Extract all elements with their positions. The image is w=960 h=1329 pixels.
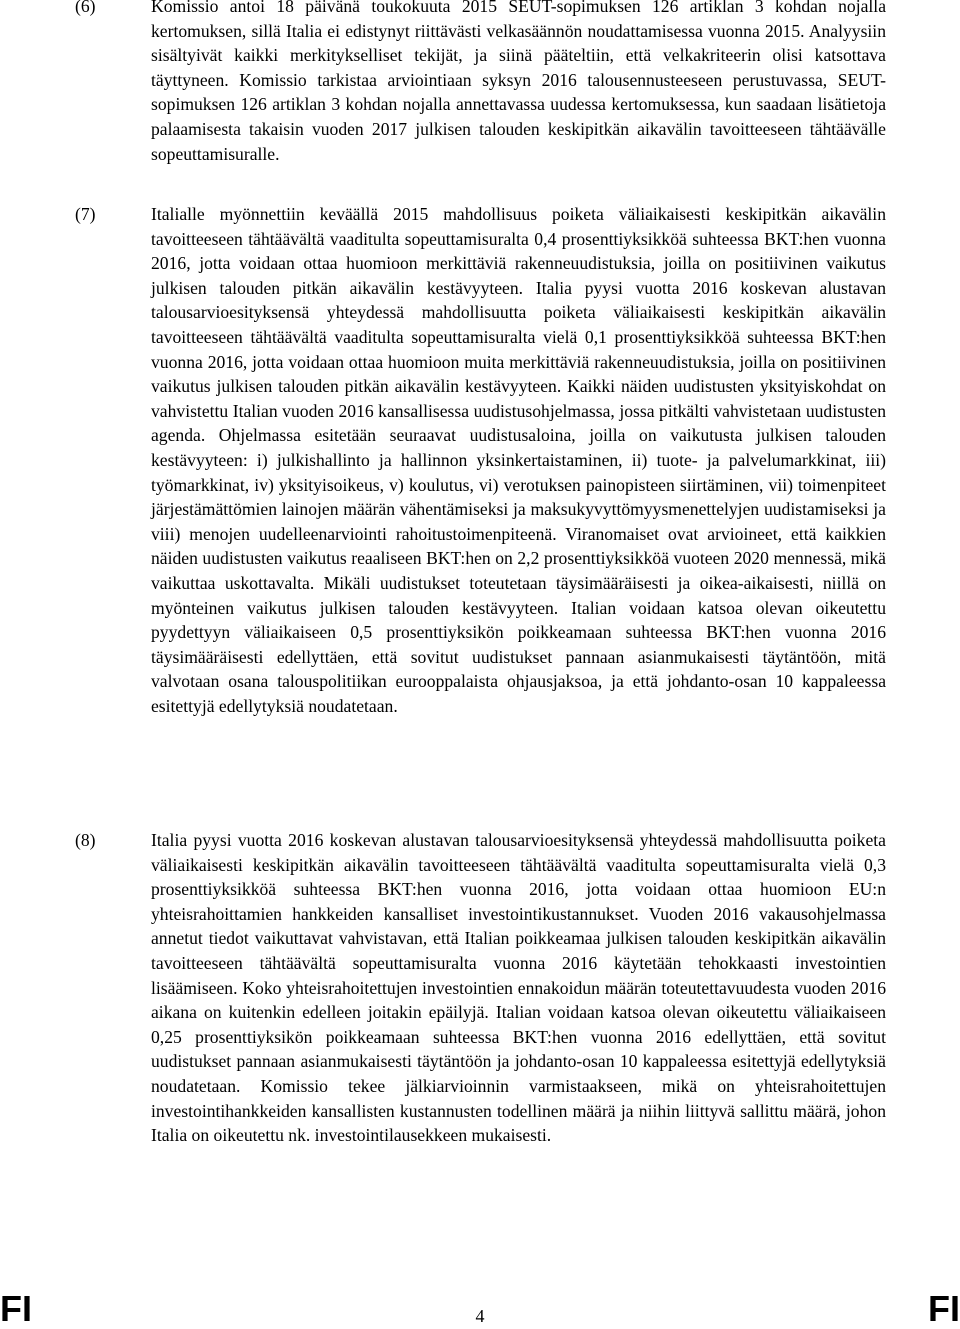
paragraph-text: Italia pyysi vuotta 2016 koskevan alustavan talousarvioesityksensä yhteydessä mahdollisuutta poiketa väliaikaisesti keskipitkän aikavälin tavoitteeseen tähtäävältä vaaditulta sopeuttamisuralta vielä 0,3 prosenttiyksikköä suhteessa BKT:hen vuonna 2016, jotta voidaan ottaa huomioon EU:n yhteisrahoittamien hankkeiden kansalliset investointikustannukset. Vuoden 2016 vakausohjelmassa annetut tiedot vaikuttavat vahvistavan, että Italian poikkeamaa julkisen talouden keskipitkän aikavälin tavoitteeseen tähtäävältä sopeuttamisuralta vuonna 2016 käytetään tehokkaasti investointien lisäämiseen. Koko yhteisrahoitettujen investointien ennakoidun määrän toteutettavuudesta vuoden 2016 aikana on kuitenkin edelleen joitakin epäilyjä. Italian voidaan katsoa olevan oikeutettu väliaikaiseen 0,25 prosenttiyksikön poikkeamaan suhteessa BKT:hen vuonna 2016 edellyttäen, että sovitut uudistukset pannaan asianmukaisesti täytäntöön ja johdanto-osan 10 kappaleessa esitettyjä edellytyksiä noudatetaan. Komissio tekee jälkiarvioinnin varmistaakseen, mikä on yhteisrahoitettujen investointihankkeiden kansallisten kustannusten todellinen määrä ja niihin liittyvä sallittu määrä, johon Italia on oikeutettu nk. investointilausekkeen mukaisesti. xyxy=(151,830,886,1146)
paragraph-text: Italialle myönnettiin keväällä 2015 mahdollisuus poiketa väliaikaisesti keskipitkän aikavälin tavoitteeseen tähtäävältä vaaditulta sopeuttamisuralta 0,4 prosenttiyksikköä suhteessa BKT:hen vuonna 2016, jotta voidaan ottaa huomioon merkittäviä rakenneuudistuksia, joilla on positiivinen vaikutus julkisen talouden pitkän aikavälin kestävyyteen. Italia pyysi vuotta 2016 koskevan alustavan talousarvioesityksensä yhteydessä mahdollisuutta poiketa väliaikaisesti keskipitkän aikavälin tavoitteeseen tähtäävältä vaaditulta sopeuttamisuralta vielä 0,1 prosenttiyksikköä suhteessa BKT:hen vuonna 2016, jotta voidaan ottaa huomioon muita merkittäviä rakenneuudistuksia, joilla on positiivinen vaikutus julkisen talouden pitkän aikavälin kestävyyteen. Kaikki näiden uudistusten yksityiskohdat on vahvistettu Italian vuoden 2016 kansallisessa uudistusohjelmassa, jossa pitkälti vahvistetaan uudistusten agenda. Ohjelmassa esitetään seuraavat uudistusaloina, joilla on vaikutusta julkisen talouden kestävyyteen: i) julkishallinto ja hallinnon yksinkertaistaminen, ii) tuote- ja palvelumarkkinat, iii) työmarkkinat, iv) yksityisoikeus, v) koulutus, vi) verotuksen painopisteen siirtäminen, vii) toimenpiteet järjestämättömien lainojen määrän vähentämiseksi ja maksukyvyttömyysmenettelyjen uudistamiseksi ja viii) menojen uudelleenarviointi rahoitustoimenpiteenä. Viranomaiset ovat arvioineet, että kaikkien näiden uudistusten vaikutus reaaliseen BKT:hen on 2,2 prosenttiyksikköä vuoteen 2020 mennessä, mikä vaikuttaa uskottavalta. Mikäli uudistukset toteutetaan täysimääräisesti ja oikea-aikaisesti, niillä on myönteinen vaikutus julkisen talouden kestävyyteen. Italian voidaan katsoa olevan oikeutettu pyydettyyn väliaikaiseen 0,5 prosenttiyksikön poikkeamaan suhteessa BKT:hen vuonna 2016 täysimääräisesti edellyttäen, että sovitut uudistukset pannaan asianmukaisesti täytäntöön, mitä valvotaan osana talouspolitiikan eurooppalaista ohjausjaksoa, ja että johdanto-osan 10 kappaleessa esitettyjä edellytyksiä noudatetaan. xyxy=(151,204,886,716)
paragraph-number: (6) xyxy=(75,0,96,16)
paragraph-number: (8) xyxy=(75,830,96,850)
paragraph-number: (7) xyxy=(75,204,96,224)
footer-language-right: FI xyxy=(928,1288,960,1329)
page-number: 4 xyxy=(475,1306,485,1326)
footer-language-left: FI xyxy=(0,1288,32,1329)
paragraph-text: Komissio antoi 18 päivänä toukokuuta 2015 SEUT-sopimuksen 126 artiklan 3 kohdan nojalla kertomuksen, sillä Italia ei edistynyt riittävästi velkasäännön noudattamisessa vuonna 2015. Analyysiin sisältyivät kaikki merkitykselliset tekijät, ja siinä pääteltiin, että velkakriteerin olisi katsottava täyttyneen. Komissio tarkistaa arviointiaan syksyn 2016 talousennusteeseen perustuvassa, SEUT-sopimuksen 126 artiklan 3 kohdan nojalla annettavassa uudessa kertomuksessa, kun saadaan lisätietoja palaamisesta takaisin vuoden 2017 julkisen talouden keskipitkän aikavälin tavoitteeseen tähtäävälle sopeuttamisuralle. xyxy=(151,0,886,164)
